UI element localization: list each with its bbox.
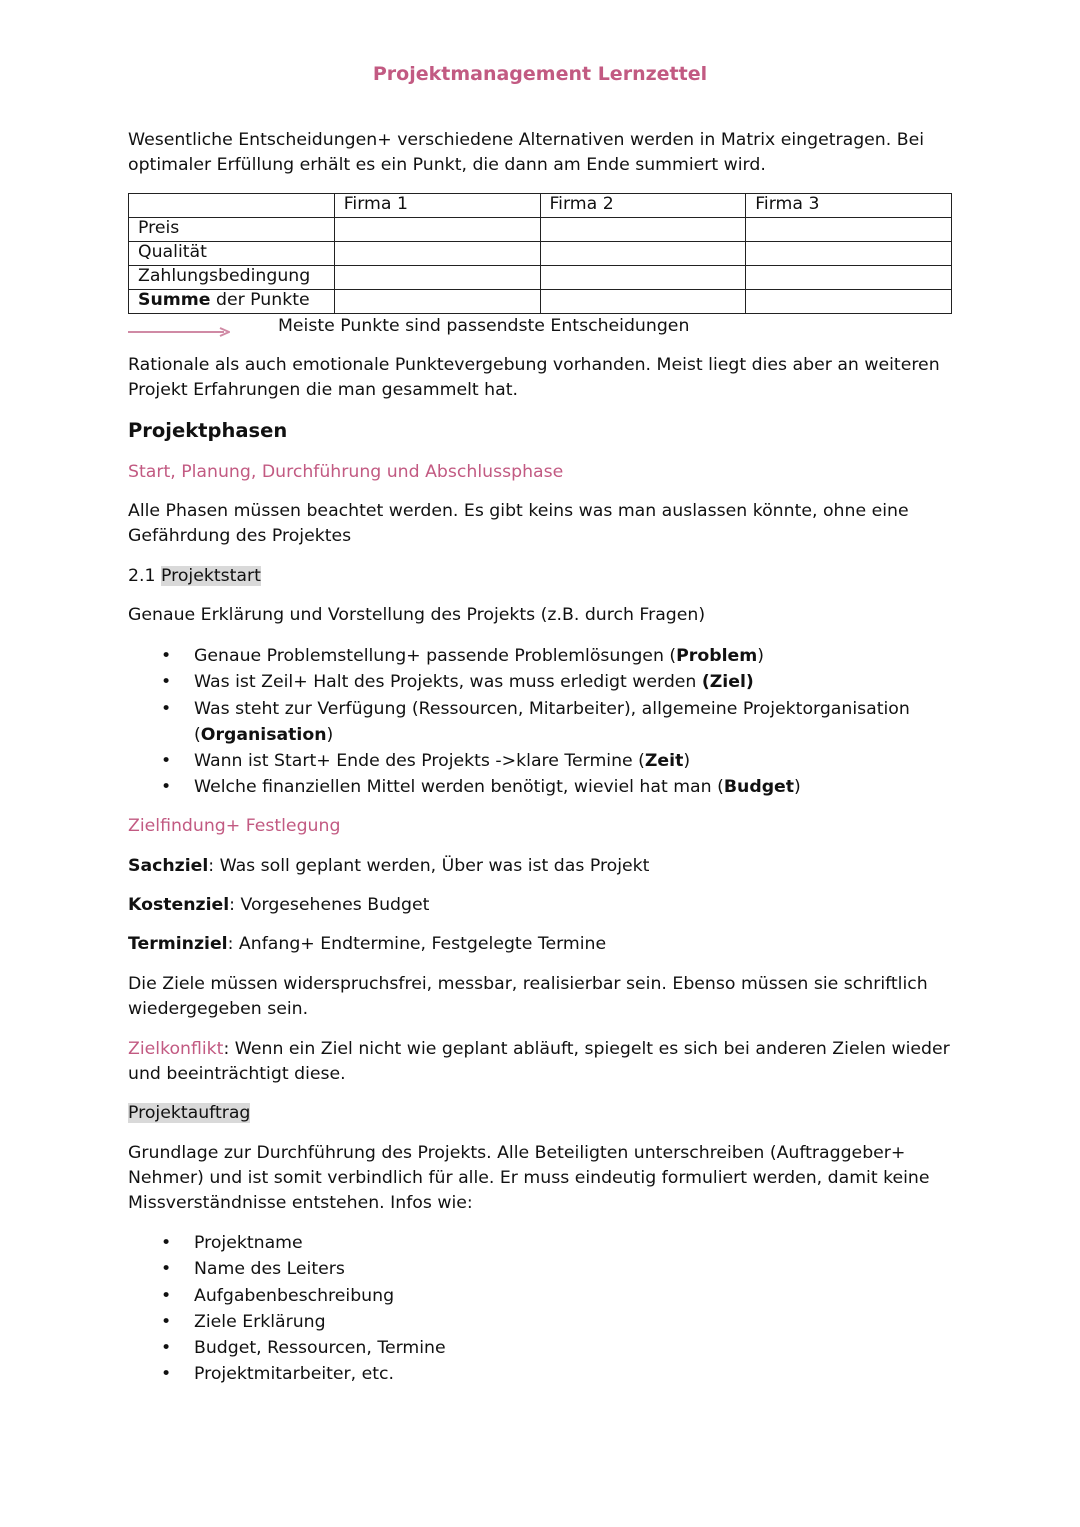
- header-cell: [129, 194, 335, 218]
- list-item: • Aufgabenbeschreibung: [128, 1283, 958, 1309]
- paragraph: Alle Phasen müssen beachtet werden. Es gibt keins was man auslassen könnte, ohne eine Gefährdung des Projektes: [128, 501, 909, 546]
- list-item: • Was steht zur Verfügung (Ressourcen, Mitarbeiter), allgemeine Projektorganisation (Organisation): [128, 696, 958, 749]
- row-label: Qualität: [129, 242, 335, 266]
- list-item: • Projektname: [128, 1230, 958, 1256]
- subheading: Zielfindung+ Festlegung: [128, 816, 341, 836]
- definition: Sachziel: Was soll geplant werden, Über was ist das Projekt: [128, 856, 650, 876]
- list-item: • Was ist Zeil+ Halt des Projekts, was muss erledigt werden (Ziel): [128, 669, 958, 695]
- subheading: 2.1 Projektstart: [128, 566, 261, 586]
- paragraph: Rationale als auch emotionale Punktevergebung vorhanden. Meist liegt dies aber an weiteren Projekt Erfahrungen die man gesammelt hat.: [128, 355, 940, 400]
- section-heading: Projektphasen: [128, 419, 288, 442]
- list-item: • Ziele Erklärung: [128, 1309, 958, 1335]
- list-item: • Genaue Problemstellung+ passende Problemlösungen (Problem): [128, 643, 958, 669]
- list-item: • Welche finanziellen Mittel werden benötigt, wieviel hat man (Budget): [128, 774, 958, 800]
- definition: Terminziel: Anfang+ Endtermine, Festgelegte Termine: [128, 934, 607, 954]
- row-label-sum: Summe der Punkte: [129, 290, 335, 314]
- subheading: Projektauftrag: [128, 1103, 251, 1123]
- list-item: • Projektmitarbeiter, etc.: [128, 1361, 958, 1387]
- definition: Kostenziel: Vorgesehenes Budget: [128, 895, 430, 915]
- header-cell: Firma 2: [540, 194, 746, 218]
- auftrag-bullet-list: [128, 1230, 958, 1388]
- definition: Zielkonflikt: Wenn ein Ziel nicht wie geplant abläuft, spiegelt es sich bei anderen Zielen wieder und beeinträchtigt diese.: [128, 1039, 950, 1084]
- paragraph: Die Ziele müssen widerspruchsfrei, messbar, realisierbar sein. Ebenso müssen sie schriftlich wiedergegeben sein.: [128, 974, 928, 1019]
- subheading: Start, Planung, Durchführung und Abschlussphase: [128, 462, 564, 482]
- list-item: • Wann ist Start+ Ende des Projekts ->klare Termine (Zeit): [128, 748, 958, 774]
- paragraph: Grundlage zur Durchführung des Projekts. Alle Beteiligten unterschreiben (Auftraggeber+ Nehmer) und ist somit verbindlich für alle. Er muss eindeutig formuliert werden, damit keine Missverständnisse entstehen. Infos wie:: [128, 1143, 930, 1213]
- arrow-icon: [128, 327, 230, 337]
- paragraph: Genaue Erklärung und Vorstellung des Projekts (z.B. durch Fragen): [128, 605, 706, 625]
- header-cell: Firma 1: [334, 194, 540, 218]
- header-cell: Firma 3: [746, 194, 952, 218]
- arrow-note: Meiste Punkte sind passendste Entscheidungen: [278, 316, 690, 336]
- decision-matrix: [128, 193, 952, 314]
- start-bullet-list: [128, 643, 958, 801]
- list-item: • Name des Leiters: [128, 1256, 958, 1282]
- row-label: Preis: [129, 218, 335, 242]
- page-title: Projektmanagement Lernzettel: [372, 63, 708, 85]
- row-label: Zahlungsbedingung: [129, 266, 335, 290]
- list-item: • Budget, Ressourcen, Termine: [128, 1335, 958, 1361]
- intro-text: Wesentliche Entscheidungen+ verschiedene Alternativen werden in Matrix eingetragen. Bei optimaler Erfüllung erhält es ein Punkt, die dann am Ende summiert wird.: [128, 130, 925, 175]
